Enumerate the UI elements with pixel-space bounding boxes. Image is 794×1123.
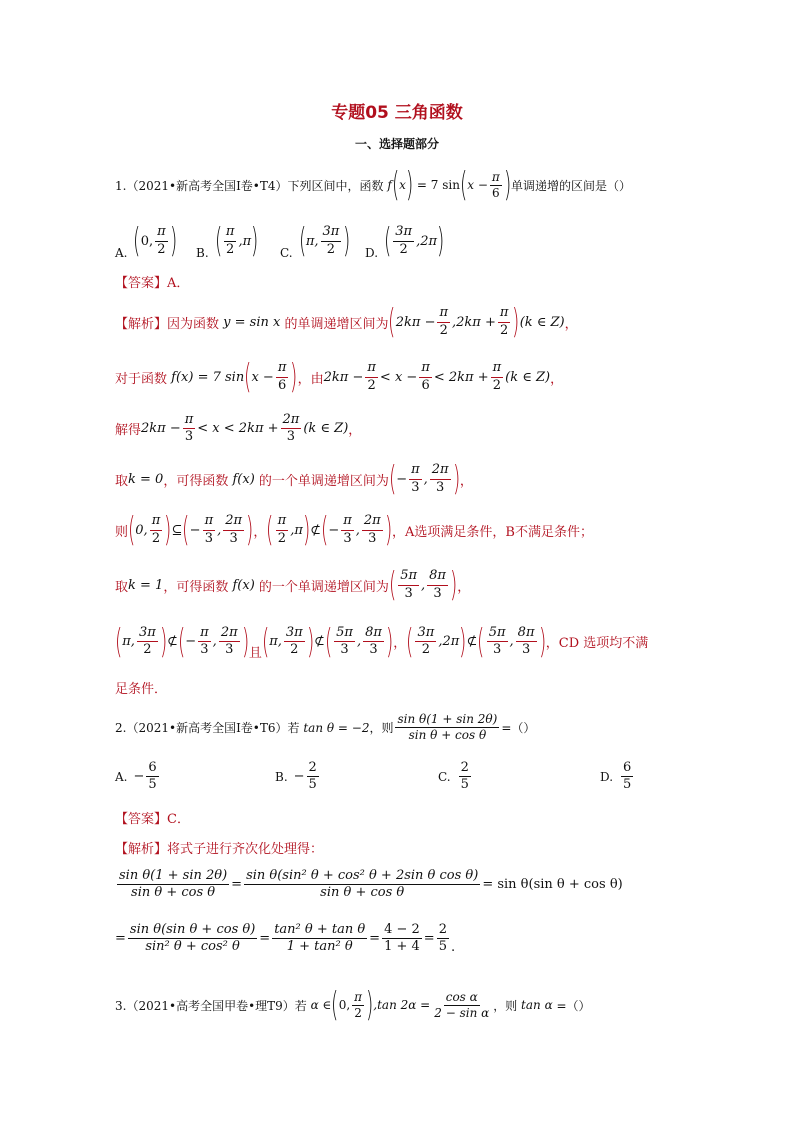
q1-analysis-line-2: 对于函数 f(x) = 7 sin ( x − $\frac{\pi}{6}$ ) ，由 2kπ − $\frac{\pi}{2}$ < x − $\frac{\pi}{6}$ < 2kπ + $\frac{\pi}{2}$ (k ∈ Z) ，: [115, 357, 564, 397]
question-2-stem: 2.（2021•新高考全国Ⅰ卷•T6）若 tan θ = −2 ，则 $\frac{\text{sin θ(1 + sin 2θ)}}{\text{sin θ + cos θ}}$ =（）: [115, 712, 536, 742]
q2-option-b[interactable]: B. − $\frac{2}{5}$: [275, 760, 317, 793]
section-heading: 一、选择题部分: [354, 137, 439, 151]
q1-option-d[interactable]: D. ( $\frac{3\pi}{2}$ ,2π ): [365, 221, 445, 261]
q2-answer: 【答案】C．: [115, 812, 190, 827]
q1-analysis-line-1: 【解析】 因为函数 y = sin x 的单调递增区间为 ( 2kπ − $\frac{\pi}{2}$ ,2kπ + $\frac{\pi}{2}$ ) (k ∈ Z) ，: [115, 302, 578, 342]
q1-option-b[interactable]: B. ( $\frac{\pi}{2}$ ,π ): [196, 221, 259, 261]
q2-option-a[interactable]: A. − $\frac{6}{5}$: [115, 760, 157, 793]
question-1-stem: 1.（2021•新高考全国Ⅰ卷•T4）下列区间中，函数 f ( x ) = 7 sin ( x − $\frac{\pi}{6}$ ) 单调递增的区间是（）: [115, 165, 632, 205]
q1-answer: 【答案】A．: [115, 276, 190, 291]
q2-option-d[interactable]: D. $\frac{6}{5}$: [600, 760, 632, 793]
q2-option-c[interactable]: C. $\frac{2}{5}$: [438, 760, 469, 793]
q1-analysis-line-5: 则 ( 0, $\frac{\pi}{2}$ ) ⊆ ( − $\frac{\pi}{3}$ , $\frac{2\pi}{3}$ ) ， ( $\frac{\pi}{2}$ ,π ) ⊄ ( − $\frac{\pi}{3}$ , $\frac{2\pi}{3}$ ) ，A选项满足条件，B不满足条件；: [115, 510, 593, 550]
q1-option-c[interactable]: C. ( π, $\frac{3\pi}{2}$ ): [280, 221, 351, 261]
q2-derivation-line-1: $\frac{\text{sin θ(1 + sin 2θ)}}{\text{sin θ + cos θ}}$ = $\frac{\text{sin θ(sin² θ + cos² θ + 2sin θ cos θ)}}{\text{sin θ + cos θ}}$ = sin θ(sin θ + cos θ): [119, 868, 623, 901]
page-title: 专题05 三角函数: [331, 103, 463, 123]
q1-option-a[interactable]: A. ( 0, $\frac{\pi}{2}$ ): [115, 221, 177, 261]
q1-analysis-line-8: 足条件．: [115, 682, 168, 697]
q1-analysis-line-4: 取 k = 0 ，可得函数 f(x) 的一个单调递增区间为 ( − $\frac{\pi}{3}$ , $\frac{2\pi}{3}$ ) ，: [115, 459, 473, 499]
q1-analysis-line-3: 解得 2kπ − $\frac{\pi}{3}$ < x < 2kπ + $\frac{2\pi}{3}$ (k ∈ Z) ，: [115, 412, 362, 445]
q1-analysis-line-6: 取 k = 1 ，可得函数 f(x) 的一个单调递增区间为 ( $\frac{5\pi}{3}$ , $\frac{8\pi}{3}$ ) ，: [115, 565, 471, 605]
q2-analysis-line-1: 【解析】 将式子进行齐次化处理得：: [115, 842, 324, 857]
q1-analysis-line-7: ( π, $\frac{3\pi}{2}$ ) ⊄ ( − $\frac{\pi}{3}$ , $\frac{2\pi}{3}$ ) 且 ( π, $\frac{3\pi}{2}$ ) ⊄ ( $\frac{5\pi}{3}$ , $\frac{8\pi}{3}$ ) ， ( $\frac{3\pi}{2}$ ,2π ) ⊄ ( $\frac{5\pi}{3}$ , $\frac{8\pi}{3}$ ) ，CD 选项均不满: [114, 621, 649, 662]
q2-derivation-line-2: = $\frac{\text{sin θ(sin θ + cos θ)}}{\text{sin² θ + cos² θ}}$ = $\frac{\text{tan² θ + tan θ}}{\text{1 + tan² θ}}$ = $\frac{4 - 2}{1 + 4}$ = $\frac{2}{5}$ .: [115, 922, 456, 956]
question-3-stem: 3.（2021•高考全国甲卷•理T9）若 α ∈ ( 0, $\frac{\pi}{2}$ ) ,tan 2α = $\frac{\text{cos α}}{\text{2 − sin α}}$ ，则 tan α =（）: [115, 985, 591, 1025]
